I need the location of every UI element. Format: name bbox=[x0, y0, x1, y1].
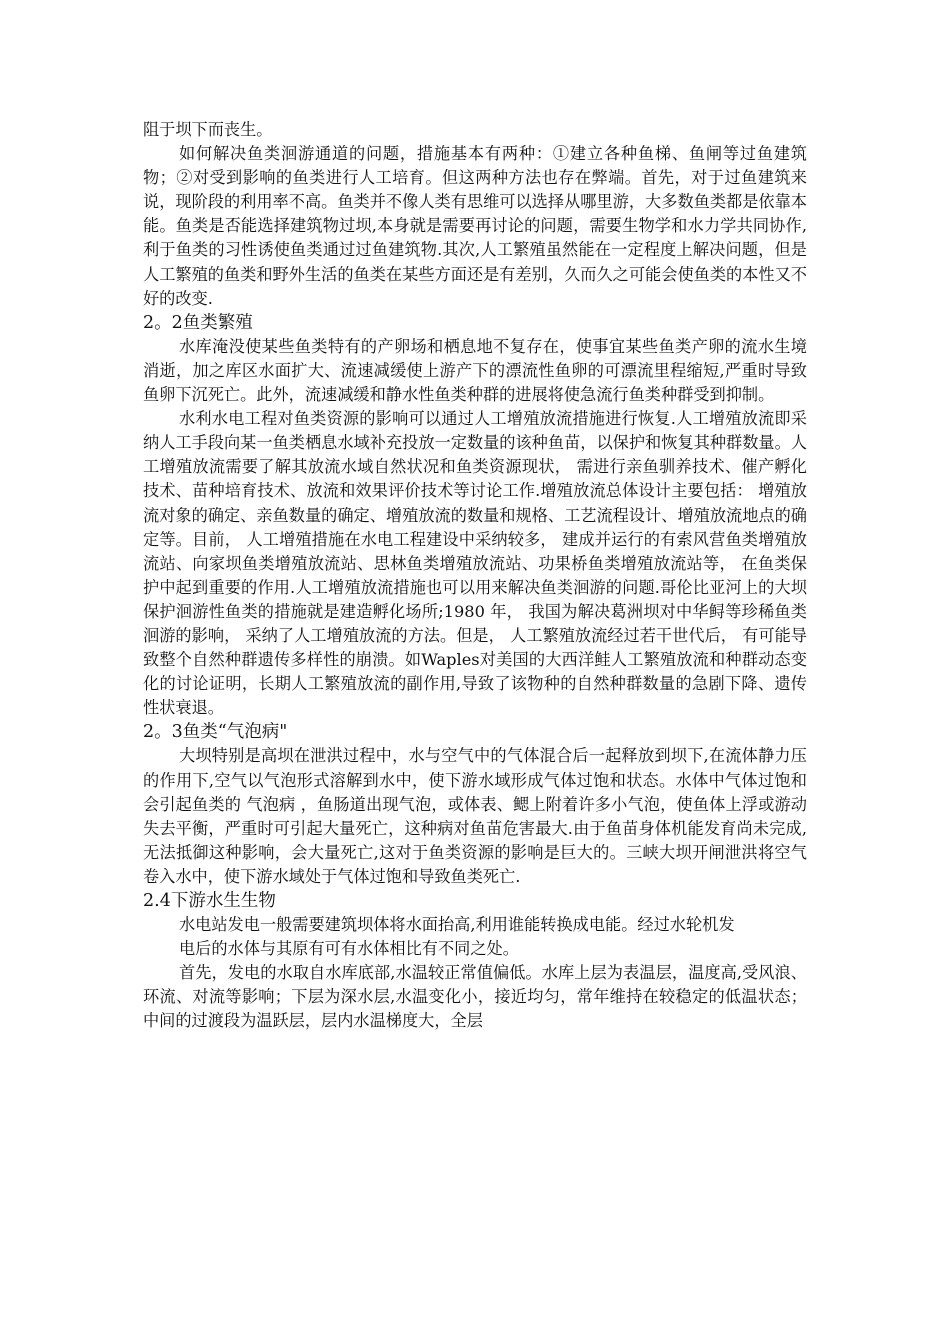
paragraph-hydropower-2: 电后的水体与其原有可有水体相比有不同之处。 bbox=[179, 939, 519, 959]
section-heading-2-4: 2.4下游水生生物 bbox=[143, 891, 276, 911]
paragraph-reservoir-spawning: 水库淹没使某些鱼类特有的产卵场和栖息地不复存在，使事宜某些鱼类产卵的流水生境消逝，加之库区水面扩大、流速减缓使上游产下的漂流性鱼卵的可漂流里程缩短,严重时导致鱼卵下沉死亡。此外，流速减缓和静水性鱼类种群的进展将使急流行鱼类种群受到抑制。 bbox=[143, 336, 807, 405]
section-heading-2-2: 2。2鱼类繁殖 bbox=[143, 312, 253, 333]
document-page bbox=[143, 118, 807, 1034]
section-heading-2-3: 2。3鱼类“气泡病" bbox=[143, 722, 288, 743]
paragraph-fish-passage: 如何解决鱼类洄游通道的问题，措施基本有两种：①建立各种鱼梯、鱼闸等过鱼建筑物；②对受到影响的鱼类进行人工培育。但这两种方法也存在弊端。首先，对于过鱼建筑来说，现阶段的利用率不高。鱼类并不像人类有思维可以选择从哪里游，大多数鱼类都是依靠本能。鱼类是否能选择建筑物过坝,本身就是需要再讨论的问题，需要生物学和水力学共同协作,利于鱼类的习性诱使鱼类通过过鱼建筑物.其次,人工繁殖虽然能在一定程度上解决问题，但是人工繁殖的鱼类和野外生活的鱼类在某些方面还是有差别，久而久之可能会使鱼类的本性又不好的改变. bbox=[143, 144, 807, 308]
paragraph-hydropower-1: 水电站发电一般需要建筑坝体将水面抬高,利用谁能转换成电能。经过水轮机发 bbox=[179, 915, 735, 935]
paragraph-gas-bubble-disease: 大坝特别是高坝在泄洪过程中，水与空气中的气体混合后一起释放到坝下,在流体静力压的作用下,空气以气泡形式溶解到水中，使下游水域形成气体过饱和状态。水体中气体过饱和会引起鱼类的 气泡病 ，鱼肠道出现气泡，或体表、鳃上附着许多小气泡，使鱼体上浮或游动失去平衡，严重时可引起大量死亡，这种病对鱼苗危害最大.由于鱼苗身体机能发育尚未完成,无法抵御这种影响，会大量死亡,这对于鱼类资源的影响是巨大的。三峡大坝开闸泄洪将空气卷入水中，使下游水域处于气体过饱和导致鱼类死亡. bbox=[143, 746, 807, 886]
paragraph-water-temperature: 首先，发电的水取自水库底部,水温较正常值偏低。水库上层为表温层，温度高,受风浪、环流、对流等影响；下层为深水层,水温变化小，接近均匀，常年维持在较稳定的低温状态；中间的过渡段为温跃层，层内水温梯度大，全层 bbox=[143, 963, 807, 1031]
paragraph-continuation: 阻于坝下而丧生。 bbox=[143, 120, 273, 139]
paragraph-artificial-stocking: 水利水电工程对鱼类资源的影响可以通过人工增殖放流措施进行恢复.人工增殖放流即采纳人工手段向某一鱼类栖息水域补充投放一定数量的该种鱼苗，以保护和恢复其种群数量。人工增殖放流需要了解其放流水域自然状况和鱼类资源现状， 需进行亲鱼驯养技术、催产孵化技术、苗种培育技术、放流和效果评价技术等讨论工作.增殖放流总体设计主要包括： 增殖放流对象的确定、亲鱼数量的确定、增殖放流的数量和规格、工艺流程设计、增殖放流地点的确定等。目前， 人工增殖措施在水电工程建设中采纳较多， 建成并运行的有索风营鱼类增殖放流站、向家坝鱼类增殖放流站、思林鱼类增殖放流站、功果桥鱼类增殖放流站等， 在鱼类保护中起到重要的作用.人工增殖放流措施也可以用来解决鱼类洄游的问题.哥伦比亚河上的大坝保护洄游性鱼类的措施就是建造孵化场所;1980 年， 我国为解决葛洲坝对中华鲟等珍稀鱼类洄游的影响， 采纳了人工增殖放流的方法。但是， 人工繁殖放流经过若干世代后， 有可能导致整个自然种群遗传多样性的崩溃。如Waples对美国的大西洋鲑人工繁殖放流和种群动态变化的讨论证明，长期人工繁殖放流的副作用,导致了该物种的自然种群数量的急剧下降、遗传性状衰退。 bbox=[143, 409, 807, 718]
